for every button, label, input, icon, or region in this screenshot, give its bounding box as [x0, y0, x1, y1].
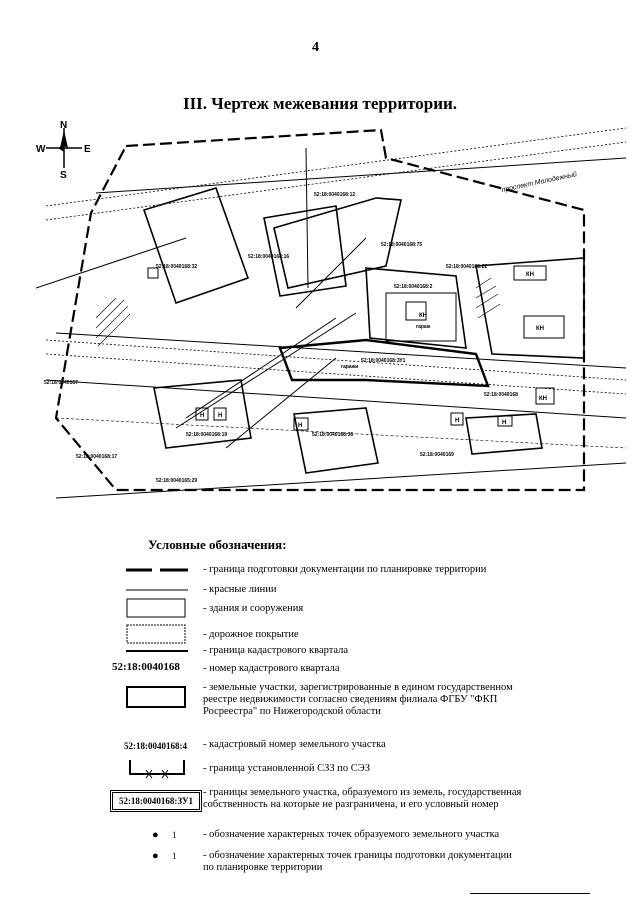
compass-south-label: S — [60, 170, 67, 181]
map-label: гараж — [416, 324, 431, 330]
map-label: 52:18:0040168:19 — [186, 432, 228, 438]
legend-item-text: - граница подготовки документации по планировке территории — [203, 564, 487, 575]
legend-item-text: - граница кадастрового квартала — [203, 645, 349, 656]
building-mark: Н — [455, 418, 460, 424]
legend-item-text: - номер кадастрового квартала — [203, 663, 340, 674]
map-label: 52:18:0040168:16 — [248, 254, 290, 260]
compass-east-label: E — [84, 144, 91, 155]
compass-west-label: W — [36, 144, 46, 155]
building-mark: КН — [526, 272, 534, 278]
map-label: 52:18:0040165:29 — [156, 478, 198, 484]
land-parcels — [144, 188, 584, 473]
map-label: 52:18:0040168:ЗУ1 — [361, 358, 406, 364]
formed-land-plot-symbol — [110, 790, 202, 812]
szz-boundary-symbol — [126, 754, 188, 780]
point-marker-icon: ● — [152, 829, 159, 841]
legend-item-text: - обозначение характерных точек границы подготовки документации по планировке территории — [203, 850, 512, 873]
cadastral-quarter-boundary-symbol — [126, 648, 190, 654]
legend-title: Условные обозначения: — [148, 537, 287, 552]
legend-item-text: - границы земельного участка, образуемого из земель, государственная собственность на которые не разграничена, и его условный номер — [203, 787, 522, 810]
page-title: III. Чертеж межевания территории. — [182, 94, 458, 113]
map-label: 52:18:0040168:22 — [446, 264, 488, 270]
formed-land-plot-number-sample: 52:18:0040168:ЗУ1 — [118, 796, 194, 806]
point-number-sample: 1 — [172, 851, 177, 861]
registered-land-plot-symbol — [126, 686, 188, 710]
legend-item-text: - обозначение характерных точек образуемого земельного участка — [203, 829, 500, 840]
street-label: проспект Молодежный — [500, 171, 578, 194]
cadastral-quarter-number-sample: 52:18:0040168 — [112, 661, 180, 673]
map-label: 52:18:0040168:12 — [314, 192, 356, 198]
compass-north-label: N — [60, 120, 68, 131]
legend-item-text: - земельные участки, зарегистрированные в едином государственном реестре недвижимости согласно сведениям филиала ФГБУ "ФКП Росреестра" по Нижегородской области — [203, 682, 513, 717]
legend-item-text: - дорожное покрытие — [203, 629, 299, 640]
point-marker-icon: ● — [152, 850, 159, 862]
legend-item-text: - кадастровый номер земельного участка — [203, 739, 386, 750]
map-label: 52:18:0040167 — [44, 380, 78, 386]
compass-icon — [46, 128, 82, 168]
map-label: 52:18:0040168:2 — [394, 284, 433, 290]
map-label: 52:18:0040168:32 — [156, 264, 198, 270]
building-mark: КН — [419, 313, 427, 319]
map-label: 52:18:0040168:36 — [312, 432, 354, 438]
map-label: 52:18:0040168:17 — [76, 454, 118, 460]
map-label: 52:18:0040168:75 — [381, 242, 423, 248]
point-number-sample: 1 — [172, 830, 177, 840]
cadastral-map — [36, 118, 626, 510]
legend-item-text: - здания и сооружения — [203, 603, 304, 614]
map-label: 52:18:0040169 — [420, 452, 454, 458]
hatched-area — [96, 278, 500, 346]
building-mark: Н — [502, 420, 507, 426]
page-number: 4 — [312, 40, 319, 55]
land-plot-number-sample: 52:18:0040168:4 — [124, 741, 187, 751]
building-symbol — [126, 598, 188, 620]
building-mark: Н — [218, 413, 223, 419]
footer-rule — [470, 893, 590, 894]
legend-item-text: - красные линии — [203, 584, 277, 595]
legend-item-text: - граница установленной СЗЗ по СЭЗ — [203, 763, 371, 774]
planning-boundary-symbol — [126, 565, 190, 575]
road-surface-symbol — [126, 624, 188, 646]
building-mark: Н — [200, 413, 205, 419]
building-mark: КН — [536, 326, 544, 332]
red-line-symbol — [126, 587, 190, 593]
building-mark: Н — [298, 423, 303, 429]
building-mark: КН — [539, 396, 547, 402]
map-label: 52:18:0040168 — [484, 392, 518, 398]
map-label: гаражи — [341, 364, 359, 370]
